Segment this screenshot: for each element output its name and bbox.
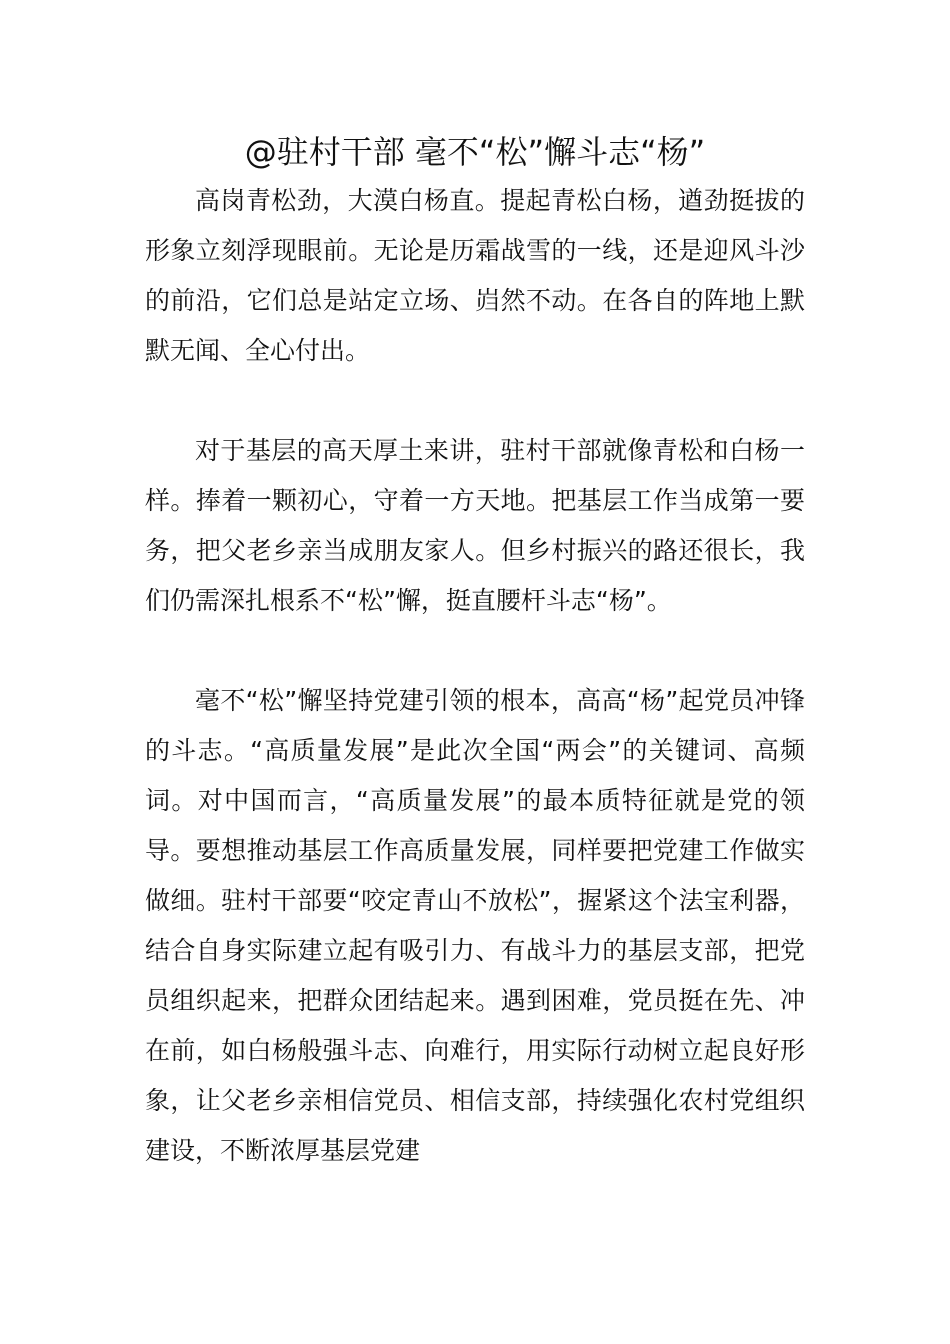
document-title: @驻村干部 毫不“松”懈斗志“杨” <box>244 133 706 171</box>
paragraph-1: 高岗青松劲，大漠白杨直。提起青松白杨，遒劲挺拔的形象立刻浮现眼前。无论是历霜战雪的一线，还是迎风斗沙的前沿，它们总是站定立场、岿然不动。在各自的阵地上默默无闻、全心付出。 <box>145 186 805 365</box>
document-body <box>145 176 805 1226</box>
paragraph-2: 对于基层的高天厚土来讲，驻村干部就像青松和白杨一样。捧着一颗初心，守着一方天地。把基层工作当成第一要务，把父老乡亲当成朋友家人。但乡村振兴的路还很长，我们仍需深扎根系不“松”懈，挺直腰杆斗志“杨”。 <box>145 436 805 615</box>
paragraph-3: 毫不“松”懈坚持党建引领的根本，高高“杨”起党员冲锋的斗志。“高质量发展”是此次全国“两会”的关键词、高频词。对中国而言，“高质量发展”的最本质特征就是党的领导。要想推动基层工作高质量发展，同样要把党建工作做实做细。驻村干部要“咬定青山不放松”，握紧这个法宝利器，结合自身实际建立起有吸引力、有战斗力的基层支部，把党员组织起来，把群众团结起来。遇到困难，党员挺在先、冲在前，如白杨般强斗志、向难行，用实际行动树立起良好形象，让父老乡亲相信党员、相信支部，持续强化农村党组织建设，不断浓厚基层党建 <box>145 686 805 1165</box>
